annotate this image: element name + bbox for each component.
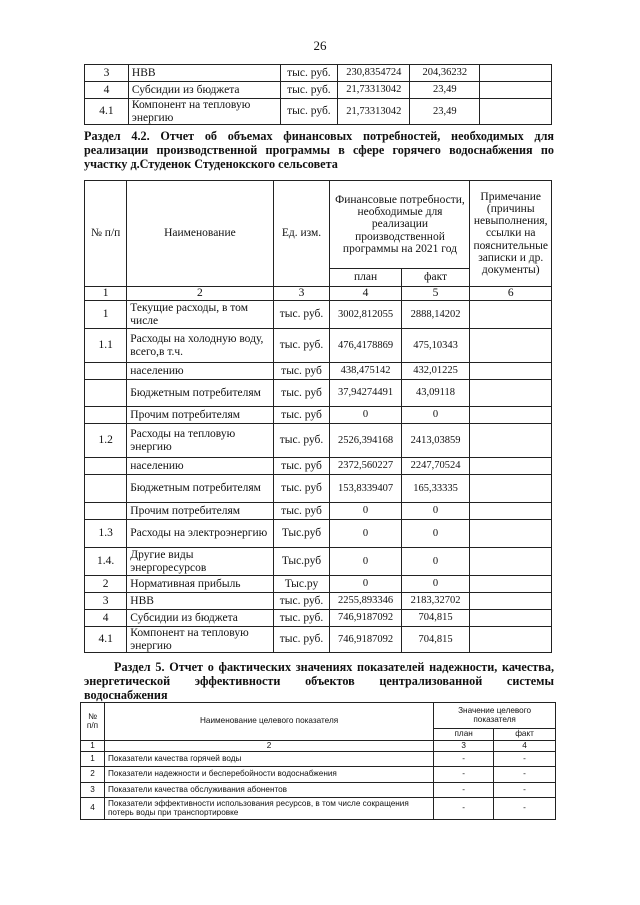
top-continuation-table: [84, 64, 552, 125]
cell-plan: 153,8339407: [330, 475, 401, 503]
col-number: 4: [494, 741, 556, 752]
cell-note: [470, 407, 552, 424]
cell-name: Прочим потребителям: [127, 407, 273, 424]
cell-unit: тыс. руб: [273, 380, 330, 407]
cell-num: [85, 380, 127, 407]
cell-unit: тыс. руб.: [273, 627, 330, 653]
cell-plan: 2255,893346: [330, 593, 401, 610]
table-row: [85, 475, 552, 503]
cell-unit: тыс. руб: [273, 475, 330, 503]
cell-name: Показатели качества обслуживания абонентов: [104, 783, 433, 798]
table-row: [85, 610, 552, 627]
cell-name: Субсидии из бюджета: [127, 610, 273, 627]
page-number: 26: [313, 38, 327, 53]
column-numbers-row: [81, 741, 556, 752]
indicators-rows: [81, 752, 556, 820]
cell-num: 3: [81, 783, 105, 798]
cell-fact: -: [494, 798, 556, 820]
cell-note: [470, 593, 552, 610]
cell-num: [85, 503, 127, 520]
cell-num: 4.1: [85, 99, 129, 125]
table-row: [85, 329, 552, 363]
cell-fact: 2888,14202: [401, 301, 470, 329]
cell-unit: тыс. руб: [273, 363, 330, 380]
cell-unit: тыс. руб.: [280, 82, 338, 99]
cell-name: Текущие расходы, в том числе: [127, 301, 273, 329]
cell-fact: 0: [401, 576, 470, 593]
cell-num: 4: [81, 798, 105, 820]
table-row: [85, 407, 552, 424]
cell-num: 2: [85, 576, 127, 593]
cell-plan: 476,4178869: [330, 329, 401, 363]
cell-note: [480, 99, 552, 125]
cell-note: [470, 301, 552, 329]
cell-name: Субсидии из бюджета: [128, 82, 280, 99]
cell-name: Расходы на электроэнергию: [127, 520, 273, 548]
cell-fact: 2413,03859: [401, 424, 470, 458]
cell-num: 4: [85, 610, 127, 627]
cell-fact: 23,49: [410, 99, 480, 125]
cell-plan: 0: [330, 503, 401, 520]
cell-fact: -: [494, 767, 556, 783]
table-row: [85, 593, 552, 610]
cell-name: населению: [127, 458, 273, 475]
financial-needs-table: [84, 180, 552, 653]
cell-num: 4.1: [85, 627, 127, 653]
header-fact: факт: [401, 269, 470, 287]
cell-num: 3: [85, 65, 129, 82]
header-num: № п/п: [81, 703, 105, 741]
header-value: Значение целевого показателя: [434, 703, 556, 729]
header-row: [85, 181, 552, 269]
cell-note: [470, 380, 552, 407]
cell-plan: 746,9187092: [330, 627, 401, 653]
cell-unit: тыс. руб: [273, 503, 330, 520]
table-row: [81, 752, 556, 767]
financial-needs-rows: [85, 301, 552, 653]
cell-plan: 21,73313042: [338, 99, 410, 125]
cell-plan: -: [434, 783, 494, 798]
cell-fact: 0: [401, 503, 470, 520]
header-unit: Ед. изм.: [273, 181, 330, 287]
header-num: № п/п: [85, 181, 127, 287]
cell-unit: Тыс.руб: [273, 520, 330, 548]
cell-fact: 2247,70524: [401, 458, 470, 475]
cell-fact: -: [494, 783, 556, 798]
cell-plan: 2372,560227: [330, 458, 401, 475]
table-row: [85, 576, 552, 593]
col-number: 6: [470, 287, 552, 301]
cell-note: [470, 520, 552, 548]
cell-name: Компонент на тепловую энергию: [127, 627, 273, 653]
cell-plan: 746,9187092: [330, 610, 401, 627]
cell-note: [470, 329, 552, 363]
cell-name: НВВ: [127, 593, 273, 610]
col-number: 2: [104, 741, 433, 752]
col-number: 3: [273, 287, 330, 301]
cell-num: [85, 475, 127, 503]
cell-unit: тыс. руб.: [273, 424, 330, 458]
cell-plan: 21,73313042: [338, 82, 410, 99]
cell-unit: тыс. руб.: [273, 593, 330, 610]
cell-name: Бюджетным потребителям: [127, 475, 273, 503]
cell-name: населению: [127, 363, 273, 380]
header-note: Примечание (причины невыполнения, ссылки на пояснительные записки и др. документы): [470, 181, 552, 287]
cell-note: [470, 627, 552, 653]
table-row: [85, 65, 552, 82]
cell-num: 3: [85, 593, 127, 610]
cell-num: 1.4.: [85, 548, 127, 576]
cell-unit: тыс. руб.: [273, 329, 330, 363]
cell-name: Показатели надежности и бесперебойности водоснабжения: [104, 767, 433, 783]
cell-note: [480, 82, 552, 99]
cell-plan: 0: [330, 548, 401, 576]
cell-plan: 230,8354724: [338, 65, 410, 82]
cell-unit: Тыс.ру: [273, 576, 330, 593]
table-row: [85, 548, 552, 576]
cell-name: Компонент на тепловую энергию: [128, 99, 280, 125]
cell-num: 1: [85, 301, 127, 329]
table-row: [85, 82, 552, 99]
cell-plan: 0: [330, 520, 401, 548]
cell-plan: 2526,394168: [330, 424, 401, 458]
col-number: 4: [330, 287, 401, 301]
header-row: [81, 703, 556, 729]
col-number: 1: [85, 287, 127, 301]
cell-note: [470, 610, 552, 627]
cell-num: 1.1: [85, 329, 127, 363]
table-row: [81, 767, 556, 783]
cell-plan: 3002,812055: [330, 301, 401, 329]
table-row: [81, 798, 556, 820]
cell-name: НВВ: [128, 65, 280, 82]
cell-fact: 204,36232: [410, 65, 480, 82]
cell-name: Прочим потребителям: [127, 503, 273, 520]
col-number: 1: [81, 741, 105, 752]
table-row: [85, 301, 552, 329]
cell-note: [470, 548, 552, 576]
cell-fact: 475,10343: [401, 329, 470, 363]
cell-note: [470, 503, 552, 520]
cell-num: 1: [81, 752, 105, 767]
header-name: Наименование: [127, 181, 273, 287]
cell-note: [480, 65, 552, 82]
cell-unit: тыс. руб: [273, 458, 330, 475]
cell-unit: тыс. руб.: [273, 610, 330, 627]
cell-note: [470, 458, 552, 475]
col-number: 3: [434, 741, 494, 752]
cell-fact: 165,33335: [401, 475, 470, 503]
cell-fact: 43,09118: [401, 380, 470, 407]
section-5-heading: [84, 660, 554, 702]
table-row: [85, 520, 552, 548]
cell-fact: 704,815: [401, 610, 470, 627]
cell-num: 1.3: [85, 520, 127, 548]
section-4-2-heading: [84, 129, 554, 171]
cell-plan: 438,475142: [330, 363, 401, 380]
table-row: [85, 424, 552, 458]
cell-fact: 704,815: [401, 627, 470, 653]
header-fact: факт: [494, 729, 556, 741]
cell-unit: Тыс.руб: [273, 548, 330, 576]
cell-name: Показатели качества горячей воды: [104, 752, 433, 767]
cell-name: Показатели эффективности использования ресурсов, в том числе сокращения потерь воды при транспортировке: [104, 798, 433, 820]
cell-note: [470, 475, 552, 503]
cell-fact: 0: [401, 548, 470, 576]
header-plan: план: [434, 729, 494, 741]
cell-plan: -: [434, 752, 494, 767]
cell-num: [85, 407, 127, 424]
header-name: Наименование целевого показателя: [104, 703, 433, 741]
table-row: [85, 503, 552, 520]
table-row: [81, 783, 556, 798]
column-numbers-row: [85, 287, 552, 301]
cell-name: Расходы на холодную воду, всего,в т.ч.: [127, 329, 273, 363]
cell-note: [470, 424, 552, 458]
table-row: [85, 99, 552, 125]
cell-name: Другие виды энергоресурсов: [127, 548, 273, 576]
cell-fact: 23,49: [410, 82, 480, 99]
cell-fact: -: [494, 752, 556, 767]
cell-plan: 37,94274491: [330, 380, 401, 407]
cell-note: [470, 363, 552, 380]
cell-num: [85, 458, 127, 475]
cell-unit: тыс. руб.: [273, 301, 330, 329]
cell-unit: тыс. руб: [273, 407, 330, 424]
header-plan: план: [330, 269, 401, 287]
section-4-2-title: Раздел 4.2. Отчет об объемах финансовых потребностей, необходимых для реализации производственной программы в сфере горячего водоснабжения по участку д.Студенок Студенокского сельсовета: [84, 129, 554, 171]
cell-fact: 0: [401, 407, 470, 424]
col-number: 2: [127, 287, 273, 301]
cell-note: [470, 576, 552, 593]
cell-fact: 0: [401, 520, 470, 548]
section-5-title: Раздел 5. Отчет о фактических значениях показателей надежности, качества, энергетической эффективности объектов централизованной системы водоснабжения: [84, 660, 554, 702]
cell-plan: -: [434, 767, 494, 783]
table-row: [85, 363, 552, 380]
table-row: [85, 380, 552, 407]
cell-num: [85, 363, 127, 380]
indicators-table: [80, 702, 556, 820]
cell-fact: 2183,32702: [401, 593, 470, 610]
col-number: 5: [401, 287, 470, 301]
header-finance: Финансовые потребности, необходимые для реализации производственной программы на 2021 год: [330, 181, 470, 269]
table-row: [85, 458, 552, 475]
cell-name: Бюджетным потребителям: [127, 380, 273, 407]
cell-plan: 0: [330, 576, 401, 593]
cell-name: Расходы на тепловую энергию: [127, 424, 273, 458]
cell-num: 1.2: [85, 424, 127, 458]
cell-num: 2: [81, 767, 105, 783]
cell-fact: 432,01225: [401, 363, 470, 380]
cell-num: 4: [85, 82, 129, 99]
cell-plan: -: [434, 798, 494, 820]
cell-unit: тыс. руб.: [280, 65, 338, 82]
cell-name: Нормативная прибыль: [127, 576, 273, 593]
table-row: [85, 627, 552, 653]
cell-plan: 0: [330, 407, 401, 424]
cell-unit: тыс. руб.: [280, 99, 338, 125]
